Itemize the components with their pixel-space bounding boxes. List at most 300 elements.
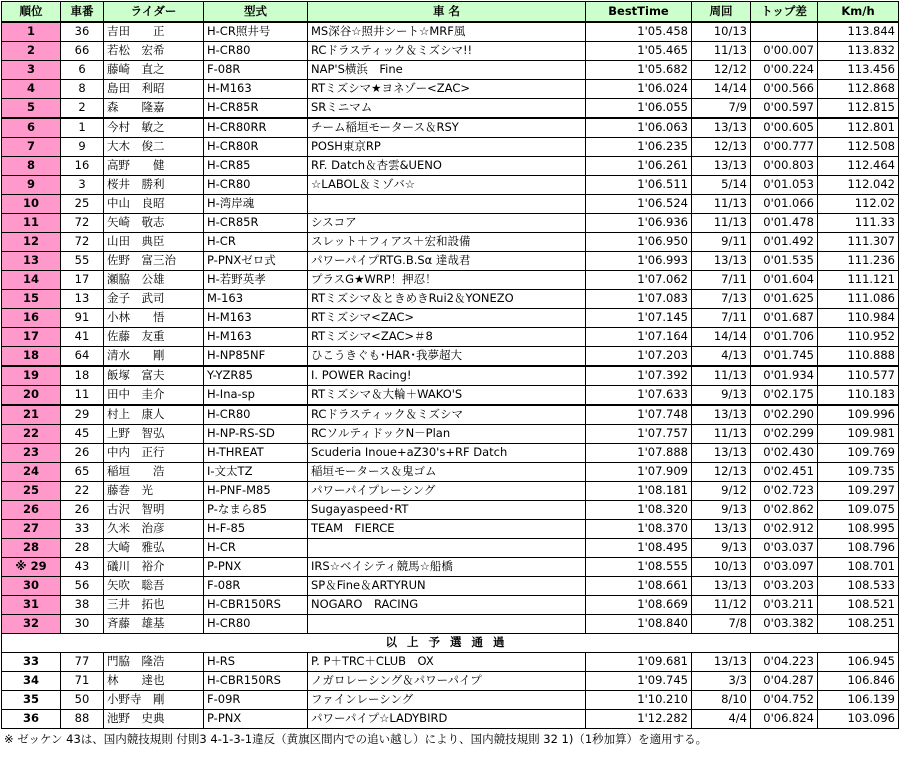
table-row xyxy=(2,157,899,176)
cell-rider: 上野 智弘 xyxy=(104,425,204,444)
cell-laps: 13/13 xyxy=(692,157,751,176)
cell-rider: 藤巻 光 xyxy=(104,482,204,501)
cell-num: 88 xyxy=(61,710,104,729)
results-sheet xyxy=(0,1,900,757)
cell-gap: 0'02.299 xyxy=(751,425,818,444)
cell-laps: 11/12 xyxy=(692,596,751,615)
cell-pos: 34 xyxy=(2,672,61,691)
cell-rider: 斉藤 雄基 xyxy=(104,615,204,634)
cell-num: 22 xyxy=(61,482,104,501)
cell-gap: 0'02.862 xyxy=(751,501,818,520)
cell-num: 64 xyxy=(61,347,104,367)
cell-pos: 35 xyxy=(2,691,61,710)
table-row xyxy=(2,444,899,463)
cell-model: H-CR80 xyxy=(204,42,308,61)
cell-time: 1'08.840 xyxy=(586,615,692,634)
cell-rider: 桜井 勝利 xyxy=(104,176,204,195)
table-row xyxy=(2,61,899,80)
cell-rider: 瀬脇 公雄 xyxy=(104,271,204,290)
cell-car: RCソルティドックN－Plan xyxy=(308,425,586,444)
cell-time: 1'08.370 xyxy=(586,520,692,539)
table-row xyxy=(2,233,899,252)
table-row xyxy=(2,615,899,634)
cell-model: H-CR80R xyxy=(204,138,308,157)
cell-laps: 4/13 xyxy=(692,347,751,367)
cell-model: H-Ina-sp xyxy=(204,386,308,406)
cell-gap: 0'00.605 xyxy=(751,118,818,138)
cell-pos: 30 xyxy=(2,577,61,596)
cell-car: RCドラスティック＆ミズシマ xyxy=(308,405,586,425)
cell-car: RF. Datch＆杏雲&UENO xyxy=(308,157,586,176)
cell-rider: 三井 拓也 xyxy=(104,596,204,615)
cell-pos: 28 xyxy=(2,539,61,558)
cell-pos: 32 xyxy=(2,615,61,634)
cell-num: 6 xyxy=(61,61,104,80)
cell-model: H-CR85 xyxy=(204,157,308,176)
cell-laps: 7/11 xyxy=(692,309,751,328)
penalty-note: ※ ゼッケン 43は、国内競技規則 付則3 4-1-3-1違反（黄旗区間内での追い越し）により、国内競技規則 32 1)（1秒加算）を適用する。 xyxy=(4,732,708,746)
cell-laps: 9/13 xyxy=(692,539,751,558)
cell-num: 28 xyxy=(61,539,104,558)
cell-num: 30 xyxy=(61,615,104,634)
cell-time: 1'06.993 xyxy=(586,252,692,271)
cell-num: 72 xyxy=(61,233,104,252)
cell-rider: 池野 史典 xyxy=(104,710,204,729)
cell-car: SRミニマム xyxy=(308,99,586,119)
cell-pos: 14 xyxy=(2,271,61,290)
cell-car: POSH東京RP xyxy=(308,138,586,157)
cell-gap: 0'02.175 xyxy=(751,386,818,406)
cell-rider: 久米 治彦 xyxy=(104,520,204,539)
cell-gap: 0'01.492 xyxy=(751,233,818,252)
cell-kmh: 111.307 xyxy=(818,233,899,252)
cell-time: 1'05.458 xyxy=(586,22,692,42)
qualification-divider: 以上予選通過 xyxy=(2,634,899,653)
cell-model: P-PNXゼロ式 xyxy=(204,252,308,271)
cell-car: IRS☆ベイシティ競馬☆船橋 xyxy=(308,558,586,577)
cell-model: H-CR85R xyxy=(204,99,308,119)
cell-num: 55 xyxy=(61,252,104,271)
table-row xyxy=(2,520,899,539)
cell-pos: 5 xyxy=(2,99,61,119)
cell-time: 1'06.055 xyxy=(586,99,692,119)
cell-num: 41 xyxy=(61,328,104,347)
table-row xyxy=(2,195,899,214)
cell-car: RTミズシマ<ZAC>＃8 xyxy=(308,328,586,347)
cell-num: 17 xyxy=(61,271,104,290)
cell-rider: 古沢 智明 xyxy=(104,501,204,520)
cell-time: 1'07.062 xyxy=(586,271,692,290)
cell-kmh: 103.096 xyxy=(818,710,899,729)
cell-model: F-08R xyxy=(204,577,308,596)
cell-rider: 矢吹 聡吾 xyxy=(104,577,204,596)
cell-kmh: 113.844 xyxy=(818,22,899,42)
cell-pos: 20 xyxy=(2,386,61,406)
cell-time: 1'06.063 xyxy=(586,118,692,138)
cell-pos: 15 xyxy=(2,290,61,309)
cell-pos: 33 xyxy=(2,653,61,672)
cell-pos: 3 xyxy=(2,61,61,80)
cell-kmh: 106.139 xyxy=(818,691,899,710)
cell-pos: 24 xyxy=(2,463,61,482)
header-rider: ライダー xyxy=(104,2,204,23)
header-row xyxy=(2,2,899,23)
cell-time: 1'08.320 xyxy=(586,501,692,520)
cell-model: H-M163 xyxy=(204,80,308,99)
table-row xyxy=(2,501,899,520)
cell-kmh: 112.02 xyxy=(818,195,899,214)
cell-num: 18 xyxy=(61,366,104,386)
cell-rider: 佐藤 友重 xyxy=(104,328,204,347)
cell-car: NAP'S横浜 Fine xyxy=(308,61,586,80)
cell-time: 1'05.682 xyxy=(586,61,692,80)
cell-num: 13 xyxy=(61,290,104,309)
cell-laps: 11/13 xyxy=(692,366,751,386)
cell-pos: 12 xyxy=(2,233,61,252)
cell-model: F-08R xyxy=(204,61,308,80)
cell-car: ノガロレーシング＆パワーパイプ xyxy=(308,672,586,691)
cell-rider: 大崎 雅弘 xyxy=(104,539,204,558)
results-table xyxy=(1,1,899,729)
cell-pos: 6 xyxy=(2,118,61,138)
cell-rider: 飯塚 富夫 xyxy=(104,366,204,386)
cell-model: H-CBR150RS xyxy=(204,672,308,691)
table-row xyxy=(2,577,899,596)
cell-model: H-CR80 xyxy=(204,176,308,195)
cell-model: H-NP-RS-SD xyxy=(204,425,308,444)
cell-num: 26 xyxy=(61,444,104,463)
cell-rider: 佐野 富三治 xyxy=(104,252,204,271)
cell-car: NOGARO RACING xyxy=(308,596,586,615)
cell-rider: 藤崎 直之 xyxy=(104,61,204,80)
header-car: 車 名 xyxy=(308,2,586,23)
cell-model: M-163 xyxy=(204,290,308,309)
cell-laps: 13/13 xyxy=(692,520,751,539)
cell-kmh: 109.996 xyxy=(818,405,899,425)
cell-gap: 0'01.478 xyxy=(751,214,818,233)
cell-pos: 22 xyxy=(2,425,61,444)
cell-gap: 0'01.625 xyxy=(751,290,818,309)
table-row xyxy=(2,347,899,367)
cell-time: 1'06.950 xyxy=(586,233,692,252)
cell-pos: 25 xyxy=(2,482,61,501)
cell-time: 1'08.669 xyxy=(586,596,692,615)
header-kmh: Km/h xyxy=(818,2,899,23)
table-row xyxy=(2,366,899,386)
cell-gap: 0'01.687 xyxy=(751,309,818,328)
cell-num: 11 xyxy=(61,386,104,406)
cell-gap: 0'01.706 xyxy=(751,328,818,347)
cell-laps: 12/13 xyxy=(692,138,751,157)
cell-rider: 高野 健 xyxy=(104,157,204,176)
cell-gap xyxy=(751,22,818,42)
cell-car xyxy=(308,615,586,634)
cell-gap: 0'03.203 xyxy=(751,577,818,596)
cell-pos: 11 xyxy=(2,214,61,233)
cell-rider: 田中 圭介 xyxy=(104,386,204,406)
cell-laps: 13/13 xyxy=(692,577,751,596)
cell-kmh: 112.042 xyxy=(818,176,899,195)
cell-rider: 村上 康人 xyxy=(104,405,204,425)
cell-gap: 0'04.287 xyxy=(751,672,818,691)
cell-num: 38 xyxy=(61,596,104,615)
cell-laps: 12/12 xyxy=(692,61,751,80)
cell-car: P. P＋TRC＋CLUB OX xyxy=(308,653,586,672)
cell-car: ☆LABOL＆ミゾバ☆ xyxy=(308,176,586,195)
cell-rider: 吉田 正 xyxy=(104,22,204,42)
cell-kmh: 113.832 xyxy=(818,42,899,61)
cell-laps: 14/14 xyxy=(692,328,751,347)
table-row xyxy=(2,80,899,99)
cell-laps: 14/14 xyxy=(692,80,751,99)
cell-rider: 中山 良昭 xyxy=(104,195,204,214)
cell-gap: 0'01.745 xyxy=(751,347,818,367)
cell-car: ひこうきぐも･HAR･我夢超大 xyxy=(308,347,586,367)
cell-gap: 0'06.824 xyxy=(751,710,818,729)
cell-time: 1'07.392 xyxy=(586,366,692,386)
cell-pos: 23 xyxy=(2,444,61,463)
header-model: 型式 xyxy=(204,2,308,23)
table-row xyxy=(2,558,899,577)
cell-gap: 0'04.223 xyxy=(751,653,818,672)
cell-gap: 0'01.535 xyxy=(751,252,818,271)
cell-kmh: 110.984 xyxy=(818,309,899,328)
cell-model: P-PNX xyxy=(204,558,308,577)
cell-car: MS深谷☆照井シート☆MRF風 xyxy=(308,22,586,42)
cell-gap: 0'00.597 xyxy=(751,99,818,119)
cell-model: H-F-85 xyxy=(204,520,308,539)
cell-model: Y-YZR85 xyxy=(204,366,308,386)
cell-kmh: 108.251 xyxy=(818,615,899,634)
cell-time: 1'07.083 xyxy=(586,290,692,309)
cell-time: 1'07.748 xyxy=(586,405,692,425)
cell-kmh: 111.33 xyxy=(818,214,899,233)
cell-time: 1'06.261 xyxy=(586,157,692,176)
cell-time: 1'07.633 xyxy=(586,386,692,406)
cell-gap: 0'00.224 xyxy=(751,61,818,80)
cell-car: パワーパイプ☆LADYBIRD xyxy=(308,710,586,729)
cell-laps: 13/13 xyxy=(692,118,751,138)
cell-laps: 9/11 xyxy=(692,233,751,252)
cell-gap: 0'01.066 xyxy=(751,195,818,214)
cell-rider: 礒川 裕介 xyxy=(104,558,204,577)
cell-pos: 1 xyxy=(2,22,61,42)
cell-kmh: 106.846 xyxy=(818,672,899,691)
cell-laps: 13/13 xyxy=(692,405,751,425)
cell-rider: 門脇 隆浩 xyxy=(104,653,204,672)
cell-pos: 31 xyxy=(2,596,61,615)
cell-pos: 13 xyxy=(2,252,61,271)
cell-gap: 0'03.037 xyxy=(751,539,818,558)
table-row xyxy=(2,386,899,406)
cell-kmh: 108.533 xyxy=(818,577,899,596)
header-laps: 周回 xyxy=(692,2,751,23)
cell-laps: 5/14 xyxy=(692,176,751,195)
cell-kmh: 109.981 xyxy=(818,425,899,444)
cell-kmh: 109.769 xyxy=(818,444,899,463)
cell-num: 3 xyxy=(61,176,104,195)
cell-gap: 0'02.290 xyxy=(751,405,818,425)
cell-time: 1'06.511 xyxy=(586,176,692,195)
cell-time: 1'08.661 xyxy=(586,577,692,596)
cell-model: H-若野英孝 xyxy=(204,271,308,290)
cell-model: H-NP85NF xyxy=(204,347,308,367)
cell-laps: 7/11 xyxy=(692,271,751,290)
cell-kmh: 111.086 xyxy=(818,290,899,309)
cell-kmh: 112.508 xyxy=(818,138,899,157)
cell-gap: 0'02.430 xyxy=(751,444,818,463)
cell-time: 1'06.235 xyxy=(586,138,692,157)
cell-gap: 0'03.211 xyxy=(751,596,818,615)
cell-rider: 今村 敏之 xyxy=(104,118,204,138)
table-row xyxy=(2,482,899,501)
cell-gap: 0'00.566 xyxy=(751,80,818,99)
cell-num: 50 xyxy=(61,691,104,710)
cell-car: パワーパイプRTG.B.Sα 達哉君 xyxy=(308,252,586,271)
cell-laps: 11/13 xyxy=(692,42,751,61)
cell-laps: 3/3 xyxy=(692,672,751,691)
cell-pos: 36 xyxy=(2,710,61,729)
cell-kmh: 110.952 xyxy=(818,328,899,347)
cell-car: プラスG★WRP！押忍！ xyxy=(308,271,586,290)
cell-laps: 9/13 xyxy=(692,386,751,406)
cell-rider: 若松 宏希 xyxy=(104,42,204,61)
cell-model: H-CR照井号 xyxy=(204,22,308,42)
qualification-divider-row xyxy=(2,634,899,653)
header-num: 車番 xyxy=(61,2,104,23)
cell-laps: 7/8 xyxy=(692,615,751,634)
cell-pos: 4 xyxy=(2,80,61,99)
cell-gap: 0'00.803 xyxy=(751,157,818,176)
cell-car: TEAM FIERCE xyxy=(308,520,586,539)
cell-kmh: 109.297 xyxy=(818,482,899,501)
cell-num: 66 xyxy=(61,42,104,61)
cell-num: 77 xyxy=(61,653,104,672)
cell-rider: 稲垣 浩 xyxy=(104,463,204,482)
table-row xyxy=(2,653,899,672)
cell-pos: 21 xyxy=(2,405,61,425)
cell-car: RTミズシマ＆ときめきRui2＆YONEZO xyxy=(308,290,586,309)
cell-laps: 11/13 xyxy=(692,425,751,444)
cell-laps: 13/13 xyxy=(692,653,751,672)
cell-car: RTミズシマ<ZAC> xyxy=(308,309,586,328)
cell-pos: ※ 29 xyxy=(2,558,61,577)
cell-time: 1'07.164 xyxy=(586,328,692,347)
cell-pos: 7 xyxy=(2,138,61,157)
results-body xyxy=(2,22,899,729)
cell-car: チーム稲垣モータース＆RSY xyxy=(308,118,586,138)
cell-time: 1'10.210 xyxy=(586,691,692,710)
cell-laps: 10/13 xyxy=(692,558,751,577)
cell-laps: 13/13 xyxy=(692,252,751,271)
table-row xyxy=(2,118,899,138)
table-row xyxy=(2,42,899,61)
cell-model: H-CR80 xyxy=(204,615,308,634)
cell-car: RTミズシマ★ヨネゾー<ZAC> xyxy=(308,80,586,99)
cell-kmh: 108.796 xyxy=(818,539,899,558)
cell-laps: 12/13 xyxy=(692,463,751,482)
header-pos: 順位 xyxy=(2,2,61,23)
table-row xyxy=(2,214,899,233)
cell-kmh: 108.521 xyxy=(818,596,899,615)
cell-num: 56 xyxy=(61,577,104,596)
cell-time: 1'06.936 xyxy=(586,214,692,233)
cell-model: H-M163 xyxy=(204,328,308,347)
cell-kmh: 110.577 xyxy=(818,366,899,386)
cell-gap: 0'01.934 xyxy=(751,366,818,386)
cell-car: スレット＋フィアス＋宏和設備 xyxy=(308,233,586,252)
cell-kmh: 111.121 xyxy=(818,271,899,290)
cell-kmh: 108.995 xyxy=(818,520,899,539)
cell-laps: 11/13 xyxy=(692,195,751,214)
cell-model: H-湾岸魂 xyxy=(204,195,308,214)
cell-car: I. POWER Racing! xyxy=(308,366,586,386)
header-time: BestTime xyxy=(586,2,692,23)
table-row xyxy=(2,271,899,290)
cell-kmh: 106.945 xyxy=(818,653,899,672)
cell-laps: 13/13 xyxy=(692,444,751,463)
table-row xyxy=(2,290,899,309)
cell-rider: 矢崎 敬志 xyxy=(104,214,204,233)
cell-model: P-PNX xyxy=(204,710,308,729)
cell-model: H-CR80 xyxy=(204,405,308,425)
cell-gap: 0'04.752 xyxy=(751,691,818,710)
cell-car: ファインレーシング xyxy=(308,691,586,710)
cell-pos: 9 xyxy=(2,176,61,195)
cell-laps: 10/13 xyxy=(692,22,751,42)
cell-car: シスコア xyxy=(308,214,586,233)
cell-num: 43 xyxy=(61,558,104,577)
cell-model: I-文太TZ xyxy=(204,463,308,482)
cell-time: 1'08.495 xyxy=(586,539,692,558)
cell-time: 1'09.745 xyxy=(586,672,692,691)
cell-rider: 林 達也 xyxy=(104,672,204,691)
cell-laps: 11/13 xyxy=(692,214,751,233)
cell-model: F-09R xyxy=(204,691,308,710)
cell-time: 1'07.909 xyxy=(586,463,692,482)
table-row xyxy=(2,99,899,119)
cell-rider: 清水 剛 xyxy=(104,347,204,367)
table-row xyxy=(2,672,899,691)
cell-pos: 18 xyxy=(2,347,61,367)
cell-pos: 19 xyxy=(2,366,61,386)
table-row xyxy=(2,22,899,42)
cell-kmh: 112.815 xyxy=(818,99,899,119)
table-row xyxy=(2,596,899,615)
cell-pos: 16 xyxy=(2,309,61,328)
cell-time: 1'07.145 xyxy=(586,309,692,328)
cell-rider: 島田 利昭 xyxy=(104,80,204,99)
cell-kmh: 109.735 xyxy=(818,463,899,482)
cell-num: 65 xyxy=(61,463,104,482)
cell-num: 2 xyxy=(61,99,104,119)
cell-laps: 9/12 xyxy=(692,482,751,501)
cell-pos: 17 xyxy=(2,328,61,347)
cell-gap: 0'02.912 xyxy=(751,520,818,539)
cell-num: 71 xyxy=(61,672,104,691)
cell-laps: 8/10 xyxy=(692,691,751,710)
cell-kmh: 111.236 xyxy=(818,252,899,271)
cell-kmh: 108.701 xyxy=(818,558,899,577)
cell-num: 33 xyxy=(61,520,104,539)
cell-kmh: 112.868 xyxy=(818,80,899,99)
cell-model: H-RS xyxy=(204,653,308,672)
table-row xyxy=(2,405,899,425)
cell-gap: 0'03.382 xyxy=(751,615,818,634)
cell-pos: 2 xyxy=(2,42,61,61)
cell-model: H-CR85R xyxy=(204,214,308,233)
cell-gap: 0'01.604 xyxy=(751,271,818,290)
